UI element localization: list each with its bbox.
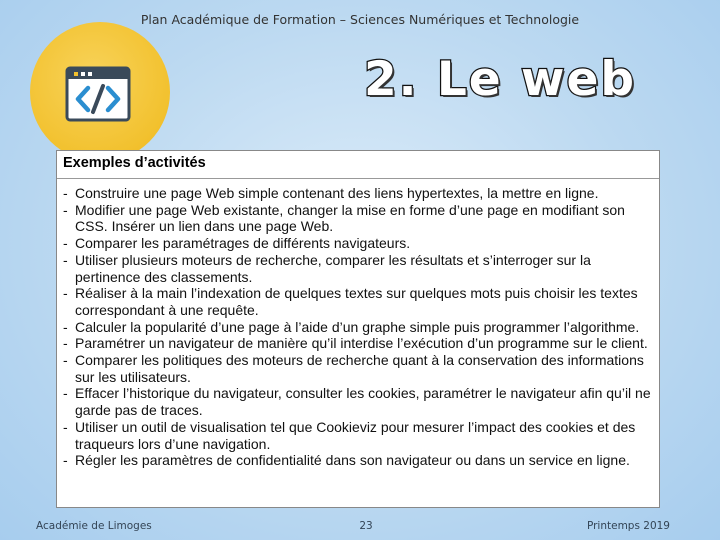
list-item: - Réaliser à la main l’indexation de quelques textes sur quelques mots puis choisir les textes correspondant à une requête.	[63, 285, 655, 318]
code-window-icon	[30, 22, 170, 162]
activities-panel	[56, 150, 660, 508]
activity-list	[63, 185, 655, 469]
list-item: - Effacer l’historique du navigateur, consulter les cookies, paramétrer le navigateur afin qu’il ne garde pas de traces.	[63, 385, 655, 418]
list-item: - Modifier une page Web existante, changer la mise en forme d’une page en modifiant son CSS. Insérer un lien dans une page Web.	[63, 202, 655, 235]
footer-date: Printemps 2019	[586, 520, 670, 532]
list-item: - Comparer les paramétrages de différents navigateurs.	[63, 235, 655, 252]
list-item: - Régler les paramètres de confidentialité dans son navigateur ou dans un service en ligne.	[63, 452, 655, 469]
page-number: 23	[359, 520, 373, 532]
panel-divider	[57, 178, 659, 179]
list-item: - Utiliser plusieurs moteurs de recherche, comparer les résultats et s’interroger sur la pertinence des classements.	[63, 252, 655, 285]
panel-heading: Exemples d’activités	[63, 155, 206, 171]
list-item: - Paramétrer un navigateur de manière qu’il interdise l’exécution d’un programme sur le client.	[63, 335, 655, 352]
list-item: - Utiliser un outil de visualisation tel que Cookieviz pour mesurer l’impact des cookies et des traqueurs lors d’une navigation.	[63, 419, 655, 452]
header-text: Plan Académique de Formation – Sciences Numériques et Technologie	[140, 12, 580, 27]
list-item: - Comparer les politiques des moteurs de recherche quant à la conservation des informations sur les utilisateurs.	[63, 352, 655, 385]
list-item: - Calculer la popularité d’une page à l’aide d’un graphe simple puis programmer l’algorithme.	[63, 319, 655, 336]
slide-title: 2. Le web	[363, 52, 636, 107]
logo-badge	[30, 22, 170, 162]
list-item: - Construire une page Web simple contenant des liens hypertextes, la mettre en ligne.	[63, 185, 655, 202]
footer-institution: Académie de Limoges	[36, 520, 152, 532]
